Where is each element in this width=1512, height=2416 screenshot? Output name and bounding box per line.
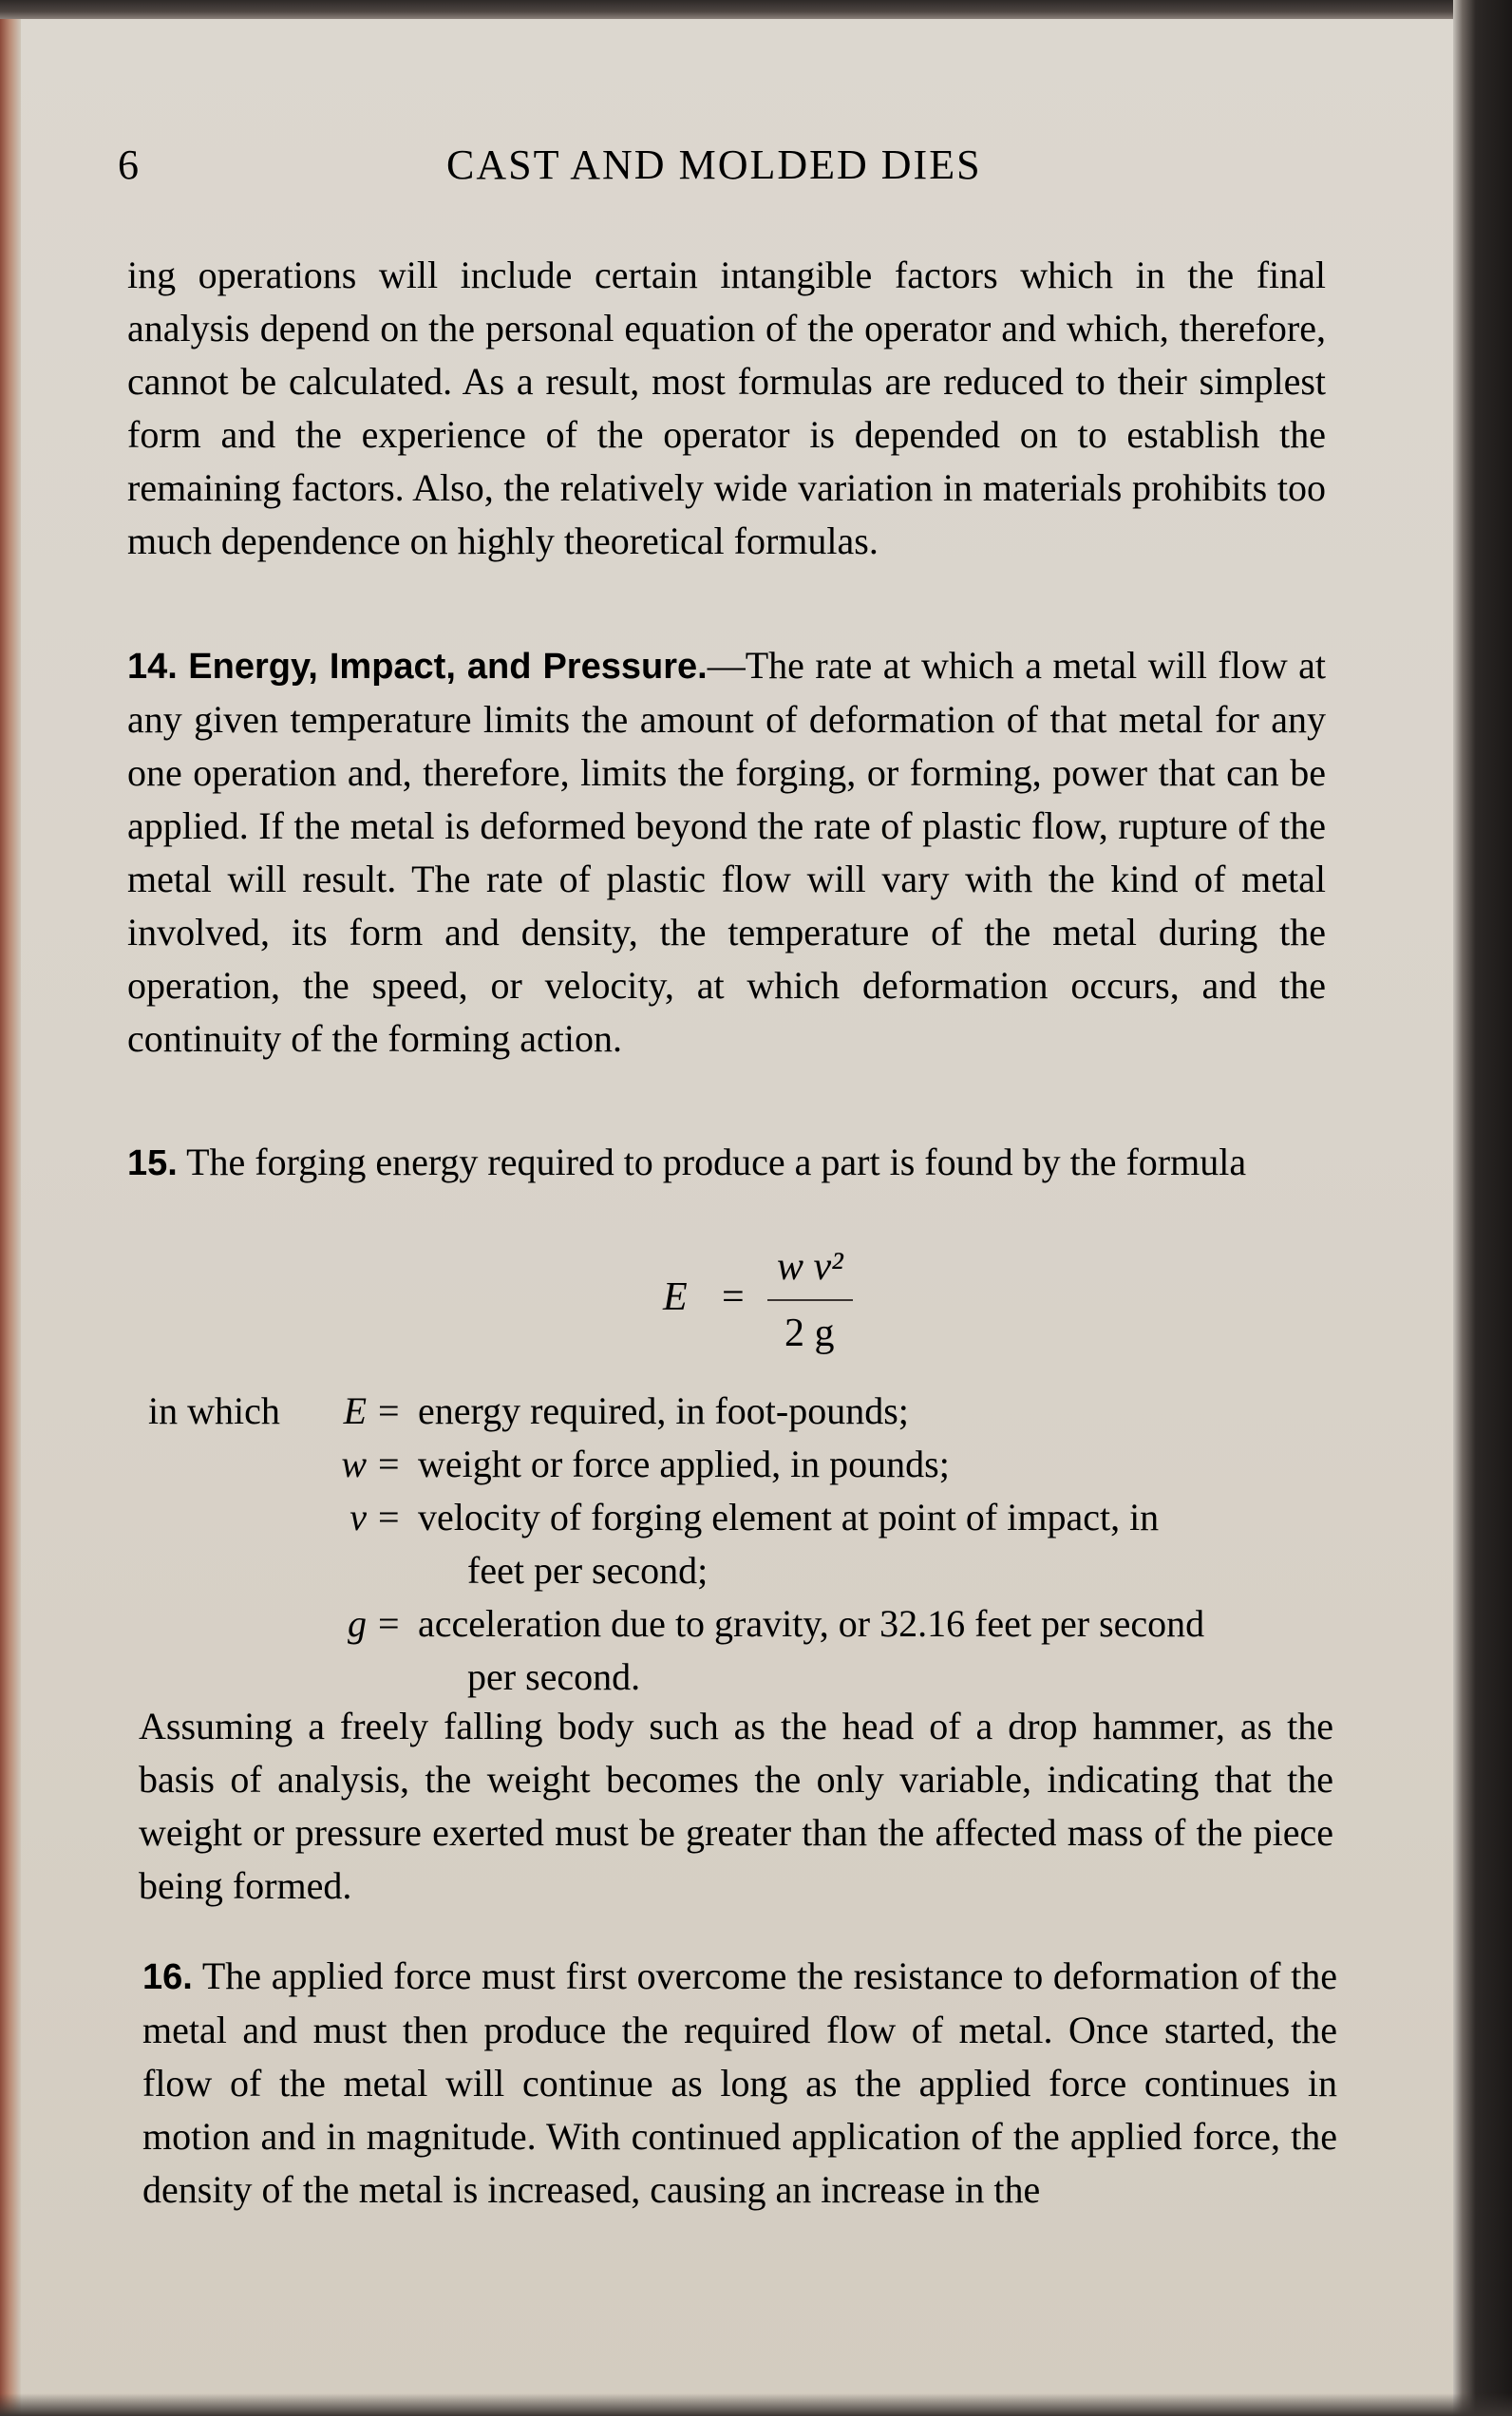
definition-equals: =: [378, 1602, 400, 1645]
definition-equals: =: [378, 1389, 400, 1432]
definition-symbol: w: [341, 1443, 367, 1485]
definition-row: [148, 1597, 1364, 1704]
formula-numerator: w v²: [777, 1245, 843, 1289]
definition-equals: =: [378, 1496, 400, 1538]
section-14-heading: Energy, Impact, and Pressure.: [188, 647, 708, 687]
fraction-bar: [767, 1299, 853, 1301]
section-14-text: —The rate at which a metal will flow at any given temperature limits the amount of deformation of that metal for any one operation and, therefore, limits the forging, or forming, power that can be applied. If the metal is deformed beyond the rate of plastic flow, rupture of the metal will result. The rate of plastic flow will vary with the kind of metal involved, its form and density, the temperature of the metal during the operation, the speed, or velocity, at which deformation occurs, and the continuity of the forming action.: [127, 644, 1327, 1060]
formula-equals: =: [722, 1275, 745, 1319]
page-top-edge: [0, 0, 1512, 19]
definition-text: acceleration due to gravity, or 32.16 feet per second: [418, 1602, 1205, 1645]
formula-lhs: E: [663, 1275, 688, 1319]
section-14-number: 14.: [127, 647, 178, 687]
definition-intro: in which: [148, 1389, 280, 1432]
section-16-number: 16.: [142, 1957, 193, 1997]
section-15-number: 15.: [127, 1143, 178, 1183]
definition-text: energy required, in foot-pounds;: [418, 1389, 909, 1432]
definition-continuation: feet per second;: [467, 1549, 709, 1592]
book-spine-edge: [1453, 0, 1512, 2416]
running-title: CAST AND MOLDED DIES: [446, 142, 982, 188]
definition-text: weight or force applied, in pounds;: [418, 1443, 950, 1485]
definition-symbol: v: [350, 1496, 367, 1538]
section-15-text: The forging energy required to produce a part is found by the formula: [186, 1141, 1247, 1183]
definition-continuation: per second.: [467, 1655, 641, 1698]
definition-symbol: g: [348, 1602, 367, 1645]
section-14-paragraph: [127, 639, 1326, 1133]
carry-over-paragraph: ing operations will include certain intangible factors which in the final analysis depend on the personal equation of the operator and which, therefore, cannot be calculated. As a result, most formulas are reduced to their simplest form and the experience of the operator is depended on to establish the remaining factors. Also, the relatively wide variation in materials prohibits too much dependence on highly theoretical formulas.: [127, 254, 1326, 562]
definition-row: [148, 1491, 1364, 1597]
page-bottom-shadow: [0, 2393, 1512, 2416]
variable-definitions: [148, 1385, 1364, 1698]
section-16-text: The applied force must first overcome the resistance to deformation of the metal and must then produce the required flow of metal. Once started, the flow of the metal will continue as long as the applied force continues in motion and in magnitude. With continued application of the applied force, the density of the metal is increased, causing an increase in the: [142, 1954, 1338, 2211]
definition-text: velocity of forging element at point of impact, in: [418, 1496, 1160, 1538]
definition-symbol: E: [343, 1389, 367, 1432]
section-15-paragraph: [127, 1136, 1326, 1250]
formula-denominator: 2 g: [784, 1312, 835, 1355]
energy-formula: [655, 1245, 883, 1369]
definition-equals: =: [378, 1443, 400, 1485]
page-number: 6: [118, 142, 140, 188]
assumption-paragraph: Assuming a freely falling body such as the head of a drop hammer, as the basis of analysis, the weight becomes the only variable, indicating that the weight or pressure exerted must be greater than the affected mass of the piece being formed.: [139, 1705, 1333, 1907]
section-16-paragraph: [142, 1950, 1337, 2263]
running-header: [118, 141, 1352, 198]
